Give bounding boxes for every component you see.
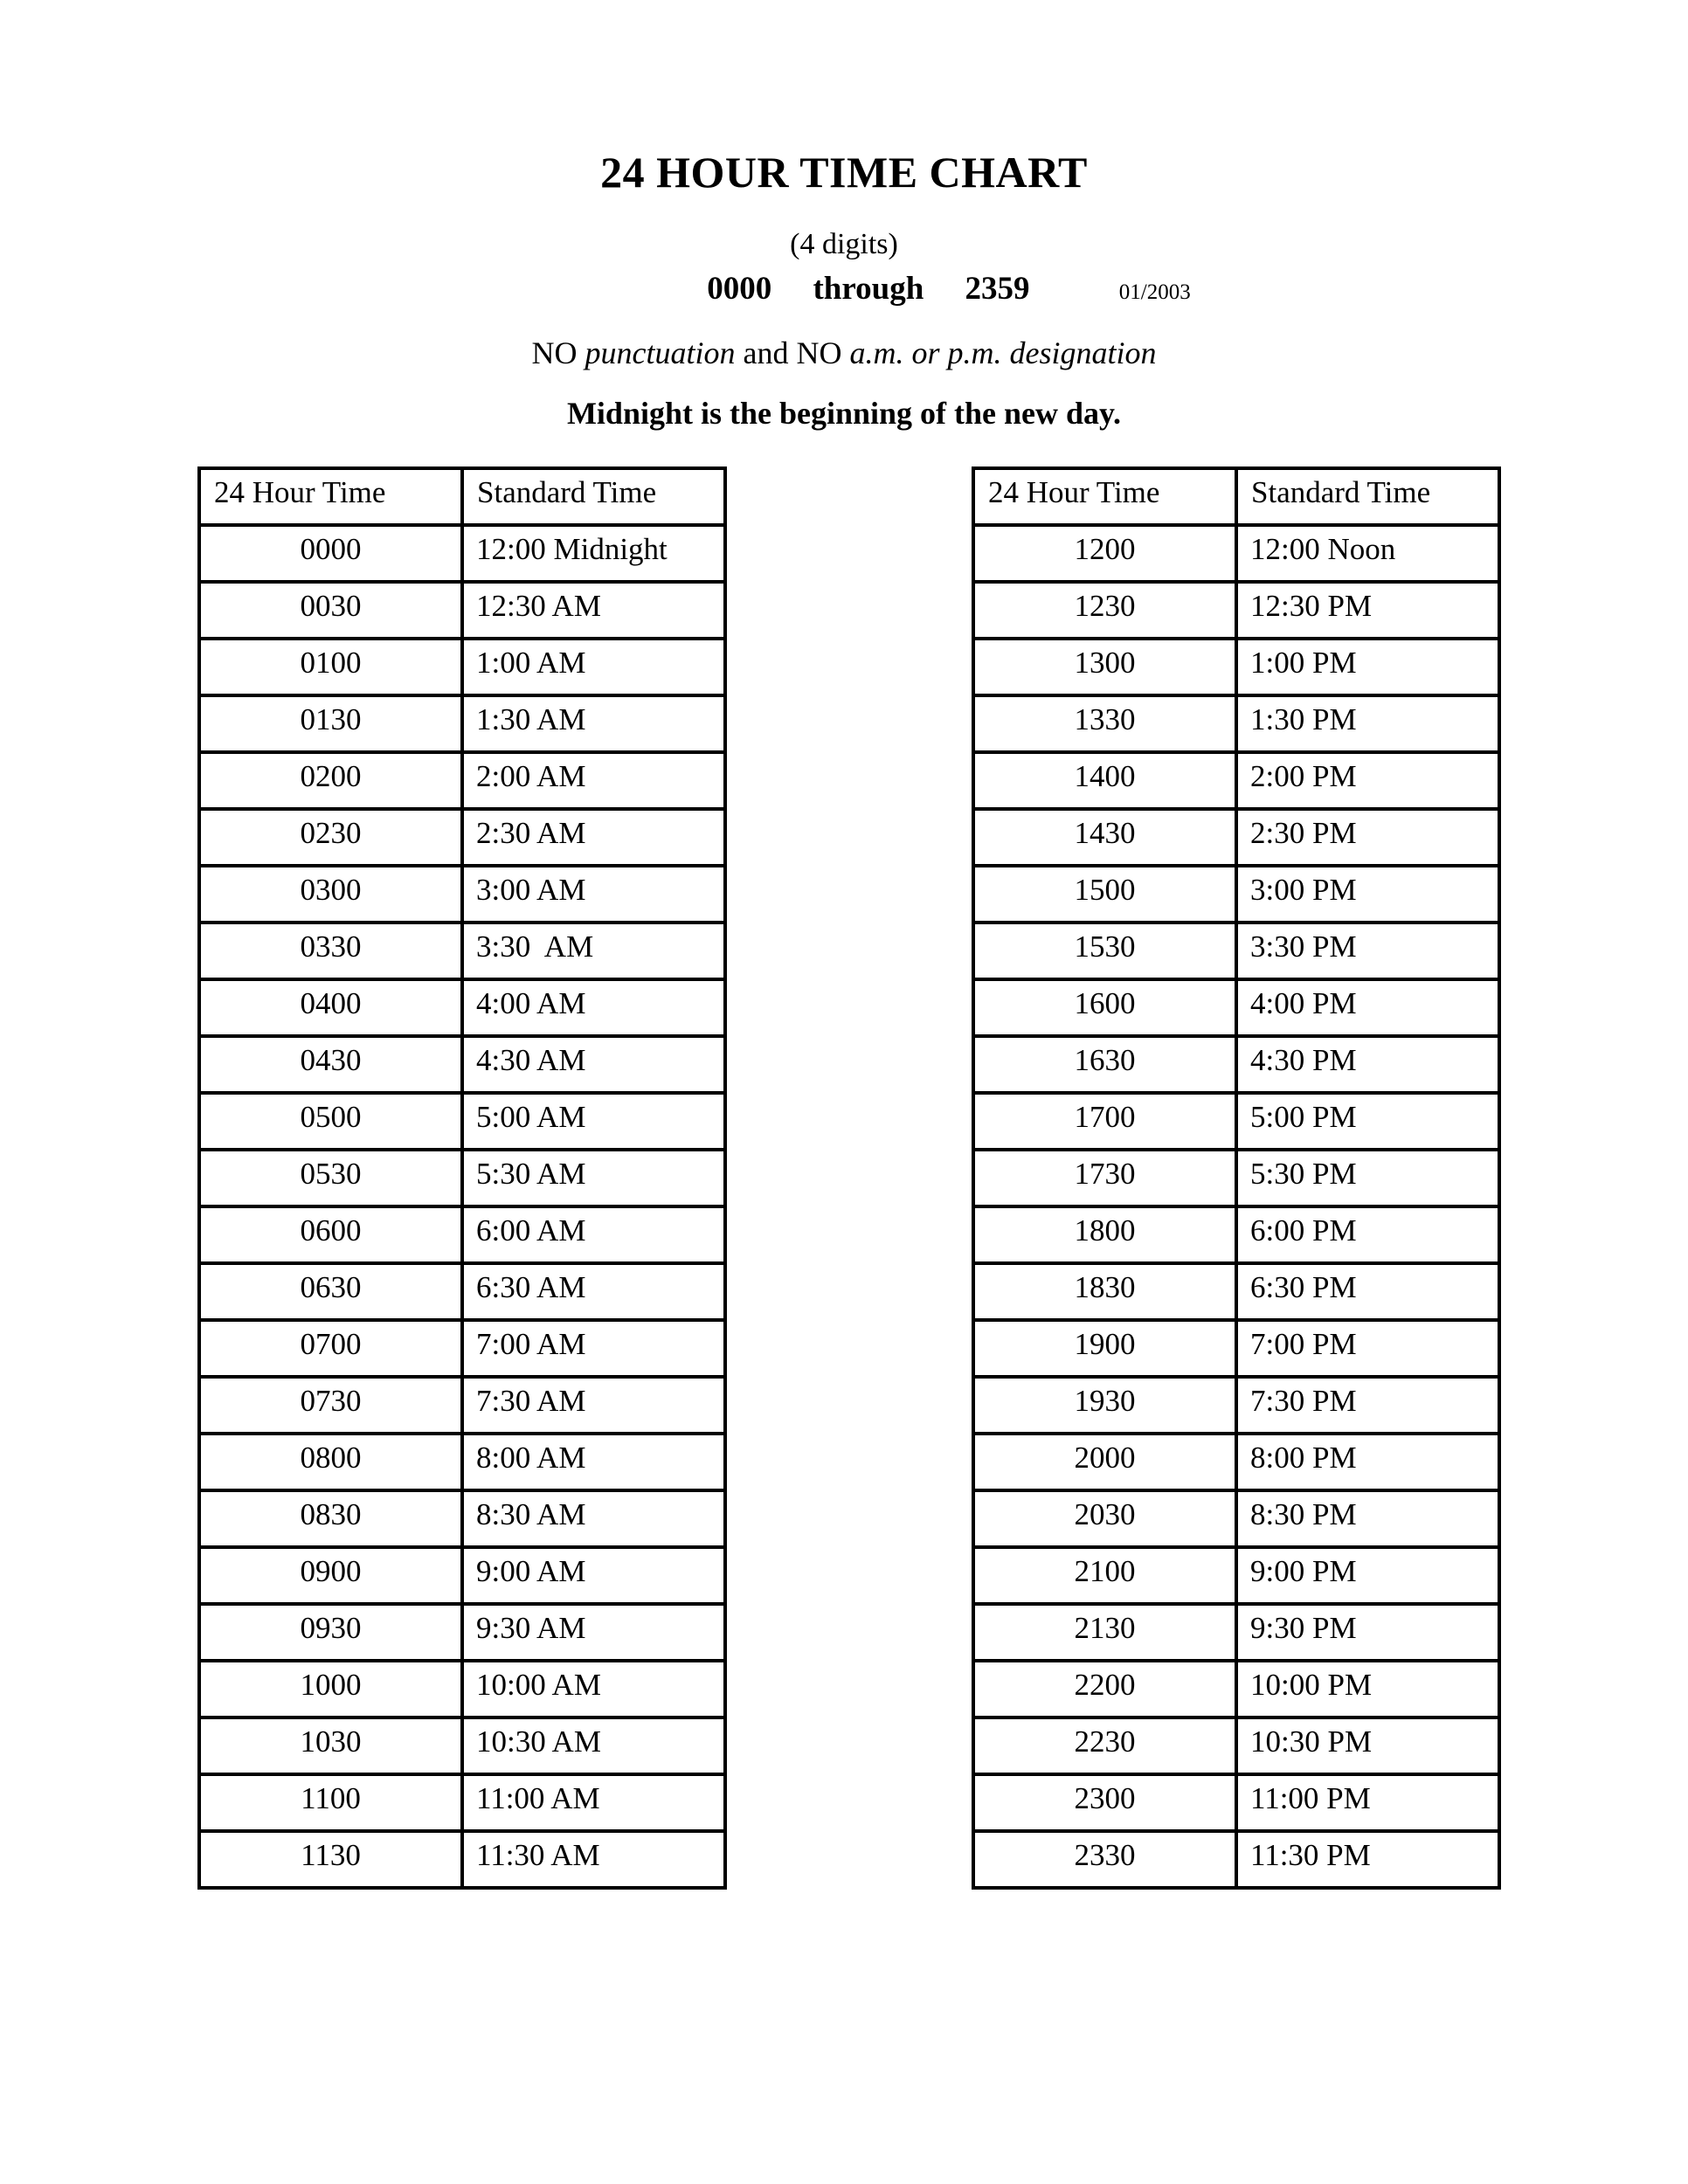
range-line [0,270,1688,308]
standard-time-cell: 5:30 AM [462,1150,725,1206]
pm-table-header [973,468,1499,525]
standard-time-cell: 8:30 AM [462,1490,725,1547]
24-hour-time-cell: 0930 [199,1604,462,1661]
document-header [0,0,1688,433]
24-hour-time-cell: 2330 [973,1831,1236,1888]
page-title: 24 HOUR TIME CHART [600,148,1088,197]
standard-time-cell: 1:30 AM [462,695,725,752]
standard-time-cell: 6:30 PM [1236,1263,1499,1320]
24-hour-time-cell: 0030 [199,582,462,639]
standard-time-cell: 2:00 PM [1236,752,1499,809]
table-row [973,1717,1499,1774]
24-hour-time-cell: 0500 [199,1093,462,1150]
24-hour-time-cell: 0700 [199,1320,462,1377]
standard-time-cell: 9:00 AM [462,1547,725,1604]
table-row [199,1490,725,1547]
standard-time-cell: 11:30 AM [462,1831,725,1888]
table-row [973,752,1499,809]
24-hour-time-cell: 2130 [973,1604,1236,1661]
table-row [199,752,725,809]
24-hour-time-cell: 1830 [973,1263,1236,1320]
pm-table-body [973,525,1499,1888]
table-row [199,1717,725,1774]
standard-time-cell: 8:00 PM [1236,1434,1499,1490]
table-row [973,1377,1499,1434]
24-hour-time-cell: 2100 [973,1547,1236,1604]
midnight-note: Midnight is the beginning of the new day. [566,396,1122,432]
table-row [973,1547,1499,1604]
24-hour-time-cell: 0830 [199,1490,462,1547]
am-table-header [199,468,725,525]
24-hour-time-cell: 1000 [199,1661,462,1717]
standard-time-cell: 8:30 PM [1236,1490,1499,1547]
range-connector: through [813,270,924,307]
standard-time-cell: 5:30 PM [1236,1150,1499,1206]
table-row [973,695,1499,752]
24-hour-time-cell: 1700 [973,1093,1236,1150]
24-hour-time-cell: 1930 [973,1377,1236,1434]
table-row [973,582,1499,639]
standard-time-cell: 11:00 PM [1236,1774,1499,1831]
standard-time-cell: 11:30 PM [1236,1831,1499,1888]
table-row [199,923,725,979]
table-row [973,1774,1499,1831]
24-hour-time-cell: 0330 [199,923,462,979]
24-hour-time-cell: 0630 [199,1263,462,1320]
24-hour-time-cell: 0230 [199,809,462,866]
24-hour-time-cell: 1600 [973,979,1236,1036]
standard-time-cell: 3:00 PM [1236,866,1499,923]
standard-time-cell: 10:00 PM [1236,1661,1499,1717]
standard-time-cell: 9:30 AM [462,1604,725,1661]
punctuation-rule [0,335,1688,372]
standard-time-cell: 4:00 AM [462,979,725,1036]
am-time-table [197,467,727,1890]
standard-time-cell: 1:30 PM [1236,695,1499,752]
table-row [199,1377,725,1434]
table-row [199,979,725,1036]
table-row [199,1661,725,1717]
table-row [199,866,725,923]
header-row [199,468,725,525]
24-hour-time-cell: 0730 [199,1377,462,1434]
column-header-24-hour-time: 24 Hour Time [973,468,1236,525]
24-hour-time-cell: 2300 [973,1774,1236,1831]
standard-time-cell: 12:30 AM [462,582,725,639]
table-row [973,1150,1499,1206]
standard-time-cell: 2:30 AM [462,809,725,866]
standard-time-cell: 5:00 AM [462,1093,725,1150]
24-hour-time-cell: 0430 [199,1036,462,1093]
table-row [973,809,1499,866]
table-row [973,1434,1499,1490]
standard-time-cell: 3:30 AM [462,923,725,979]
24-hour-time-cell: 2230 [973,1717,1236,1774]
24-hour-time-cell: 0000 [199,525,462,582]
table-row [199,1320,725,1377]
am-table-body [199,525,725,1888]
table-row [973,1604,1499,1661]
standard-time-cell: 4:30 AM [462,1036,725,1093]
24-hour-time-cell: 1530 [973,923,1236,979]
table-row [973,1263,1499,1320]
table-row [199,1036,725,1093]
table-row [973,639,1499,695]
24-hour-time-cell: 0400 [199,979,462,1036]
table-row [973,1093,1499,1150]
24-hour-time-cell: 1200 [973,525,1236,582]
24-hour-time-cell: 1730 [973,1150,1236,1206]
standard-time-cell: 1:00 PM [1236,639,1499,695]
24-hour-time-cell: 2000 [973,1434,1236,1490]
revision-date: 01/2003 [1118,280,1191,304]
table-row [973,866,1499,923]
table-row [973,1490,1499,1547]
standard-time-cell: 7:30 AM [462,1377,725,1434]
table-row [199,582,725,639]
table-row [199,639,725,695]
24-hour-time-cell: 0200 [199,752,462,809]
table-row [199,1831,725,1888]
table-row [199,1547,725,1604]
standard-time-cell: 6:00 PM [1236,1206,1499,1263]
table-row [973,979,1499,1036]
column-header-standard-time: Standard Time [462,468,725,525]
standard-time-cell: 12:00 Noon [1236,525,1499,582]
24-hour-time-cell: 1300 [973,639,1236,695]
rule-segment: a.m. or p.m. designation [849,335,1157,371]
24-hour-time-cell: 1230 [973,582,1236,639]
standard-time-cell: 6:30 AM [462,1263,725,1320]
table-row [199,1206,725,1263]
table-row [973,1661,1499,1717]
table-row [199,695,725,752]
header-row [973,468,1499,525]
table-row [199,525,725,582]
table-row [973,525,1499,582]
range-group [707,270,1191,308]
digits-note: (4 digits) [790,228,898,260]
24-hour-time-cell: 0100 [199,639,462,695]
standard-time-cell: 10:30 PM [1236,1717,1499,1774]
24-hour-time-cell: 0900 [199,1547,462,1604]
table-row [973,1320,1499,1377]
table-row [199,1774,725,1831]
table-row [973,1036,1499,1093]
range-start: 0000 [707,270,772,307]
24-hour-time-cell: 0300 [199,866,462,923]
24-hour-time-cell: 1030 [199,1717,462,1774]
standard-time-cell: 7:30 PM [1236,1377,1499,1434]
table-row [199,1093,725,1150]
table-row [199,1434,725,1490]
table-row [199,809,725,866]
24-hour-time-cell: 0130 [199,695,462,752]
24-hour-time-cell: 0600 [199,1206,462,1263]
standard-time-cell: 4:30 PM [1236,1036,1499,1093]
standard-time-cell: 7:00 PM [1236,1320,1499,1377]
column-header-24-hour-time: 24 Hour Time [199,468,462,525]
24-hour-time-cell: 1900 [973,1320,1236,1377]
rule-segment: and NO [735,335,850,371]
table-row [199,1263,725,1320]
24-hour-time-cell: 1430 [973,809,1236,866]
standard-time-cell: 10:30 AM [462,1717,725,1774]
pm-time-table [972,467,1501,1890]
standard-time-cell: 8:00 AM [462,1434,725,1490]
24-hour-time-cell: 1800 [973,1206,1236,1263]
table-row [199,1604,725,1661]
standard-time-cell: 2:30 PM [1236,809,1499,866]
standard-time-cell: 9:30 PM [1236,1604,1499,1661]
24-hour-time-cell: 1330 [973,695,1236,752]
table-row [973,1206,1499,1263]
range-end: 2359 [965,270,1030,307]
table-row [199,1150,725,1206]
column-header-standard-time: Standard Time [1236,468,1499,525]
24-hour-time-cell: 2200 [973,1661,1236,1717]
rule-segment: NO [531,335,585,371]
standard-time-cell: 12:30 PM [1236,582,1499,639]
24-hour-time-cell: 0530 [199,1150,462,1206]
standard-time-cell: 9:00 PM [1236,1547,1499,1604]
standard-time-cell: 10:00 AM [462,1661,725,1717]
24-hour-time-cell: 2030 [973,1490,1236,1547]
standard-time-cell: 3:00 AM [462,866,725,923]
table-row [973,923,1499,979]
standard-time-cell: 12:00 Midnight [462,525,725,582]
24-hour-time-cell: 1100 [199,1774,462,1831]
standard-time-cell: 11:00 AM [462,1774,725,1831]
standard-time-cell: 4:00 PM [1236,979,1499,1036]
standard-time-cell: 2:00 AM [462,752,725,809]
standard-time-cell: 3:30 PM [1236,923,1499,979]
rule-segment: punctuation [585,335,736,371]
24-hour-time-cell: 1630 [973,1036,1236,1093]
table-row [973,1831,1499,1888]
24-hour-time-cell: 1400 [973,752,1236,809]
24-hour-time-cell: 1130 [199,1831,462,1888]
24-hour-time-cell: 1500 [973,866,1236,923]
standard-time-cell: 5:00 PM [1236,1093,1499,1150]
standard-time-cell: 7:00 AM [462,1320,725,1377]
24-hour-time-cell: 0800 [199,1434,462,1490]
standard-time-cell: 1:00 AM [462,639,725,695]
standard-time-cell: 6:00 AM [462,1206,725,1263]
